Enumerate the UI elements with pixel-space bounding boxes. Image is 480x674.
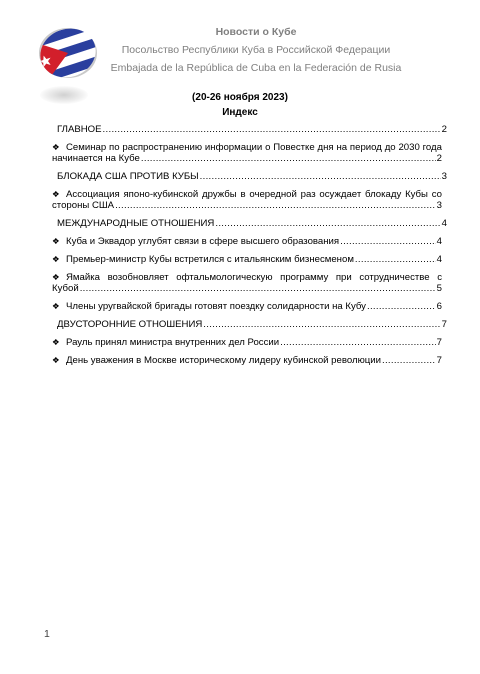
- toc-page: 7: [441, 319, 447, 330]
- toc-label: Куба и Эквадор углубят связи в сфере высшего образования: [66, 236, 340, 247]
- toc-page: 4: [436, 254, 442, 265]
- toc-page: 4: [436, 236, 442, 247]
- toc-label-cont: Кубой: [52, 283, 79, 294]
- table-of-contents: [52, 124, 447, 373]
- toc-leader: [80, 283, 436, 294]
- toc-leader: [141, 153, 436, 164]
- toc-page: 3: [436, 200, 442, 211]
- toc-entry-japan-cuba[interactable]: [52, 189, 442, 214]
- toc-entry-seminar[interactable]: [52, 142, 442, 167]
- bullet-icon: ❖: [52, 301, 60, 311]
- toc-entry-uruguay[interactable]: [52, 301, 442, 315]
- toc-label: Члены уругвайской бригады готовят поездку солидарности на Кубу: [66, 301, 366, 312]
- bullet-icon: ❖: [52, 254, 60, 264]
- toc-leader: [200, 171, 441, 182]
- toc-section-bilateral[interactable]: [52, 319, 447, 333]
- cuba-flag-logo: [38, 27, 98, 79]
- bullet-icon: ❖: [52, 189, 60, 199]
- toc-leader: [280, 337, 436, 348]
- toc-label: Семинар по распространению информации о Повестке дня на период до 2030 года: [66, 142, 442, 153]
- toc-page: 3: [441, 171, 447, 182]
- header-embassy-ru: Посольство Республики Куба в Российской Федерации: [121, 44, 391, 56]
- bullet-icon: ❖: [52, 236, 60, 246]
- toc-label: Рауль принял министра внутренних дел России: [66, 337, 280, 348]
- toc-entry-moscow[interactable]: [52, 355, 442, 369]
- toc-page: 7: [436, 355, 442, 366]
- index-title: Индекс: [222, 107, 258, 118]
- header-title: Новости о Кубе: [215, 26, 297, 38]
- toc-label: День уважения в Москве историческому лидеру кубинской революции: [66, 355, 381, 366]
- bullet-icon: ❖: [52, 272, 60, 282]
- bullet-icon: ❖: [52, 142, 60, 152]
- date-range: (20-26 ноября 2023): [192, 92, 288, 103]
- toc-entry-raul[interactable]: [52, 337, 442, 351]
- header-embassy-es: Embajada de la República de Cuba en la Federación de Rusia: [110, 62, 402, 74]
- toc-label: Ямайка возобновляет офтальмологическую программу при сотрудничестве с: [66, 272, 442, 283]
- toc-section-international[interactable]: [52, 218, 447, 232]
- toc-leader: [355, 254, 436, 265]
- toc-section-blockade[interactable]: [52, 171, 447, 185]
- toc-leader: [103, 124, 441, 135]
- toc-page: 4: [441, 218, 447, 229]
- toc-label-cont: стороны США: [52, 200, 115, 211]
- toc-leader: [367, 301, 436, 312]
- toc-label: Ассоциация японо-кубинской дружбы в очередной раз осуждает блокаду Кубы со: [66, 189, 442, 200]
- bullet-icon: ❖: [52, 337, 60, 347]
- toc-leader: [115, 200, 436, 211]
- toc-entry-ecuador[interactable]: [52, 236, 442, 250]
- toc-page: 6: [436, 301, 442, 312]
- toc-page: 5: [436, 283, 442, 294]
- toc-entry-premier[interactable]: [52, 254, 442, 268]
- toc-leader: [215, 218, 440, 229]
- toc-leader: [340, 236, 436, 247]
- toc-label-cont: начинается на Кубе: [52, 153, 140, 164]
- page-number: 1: [44, 628, 50, 640]
- toc-leader: [382, 355, 436, 366]
- bullet-icon: ❖: [52, 355, 60, 365]
- toc-label: ГЛАВНОЕ: [57, 124, 102, 135]
- toc-page: 2: [441, 124, 447, 135]
- toc-section-main[interactable]: [52, 124, 447, 138]
- toc-label: Премьер-министр Кубы встретился с итальянским бизнесменом: [66, 254, 354, 265]
- toc-label: ДВУСТОРОННИЕ ОТНОШЕНИЯ: [57, 319, 203, 330]
- toc-page: 2: [436, 153, 442, 164]
- toc-leader: [203, 319, 440, 330]
- toc-entry-jamaica[interactable]: [52, 272, 442, 297]
- toc-page: 7: [436, 337, 442, 348]
- toc-label: МЕЖДУНАРОДНЫЕ ОТНОШЕНИЯ: [57, 218, 215, 229]
- toc-label: БЛОКАДА США ПРОТИВ КУБЫ: [57, 171, 199, 182]
